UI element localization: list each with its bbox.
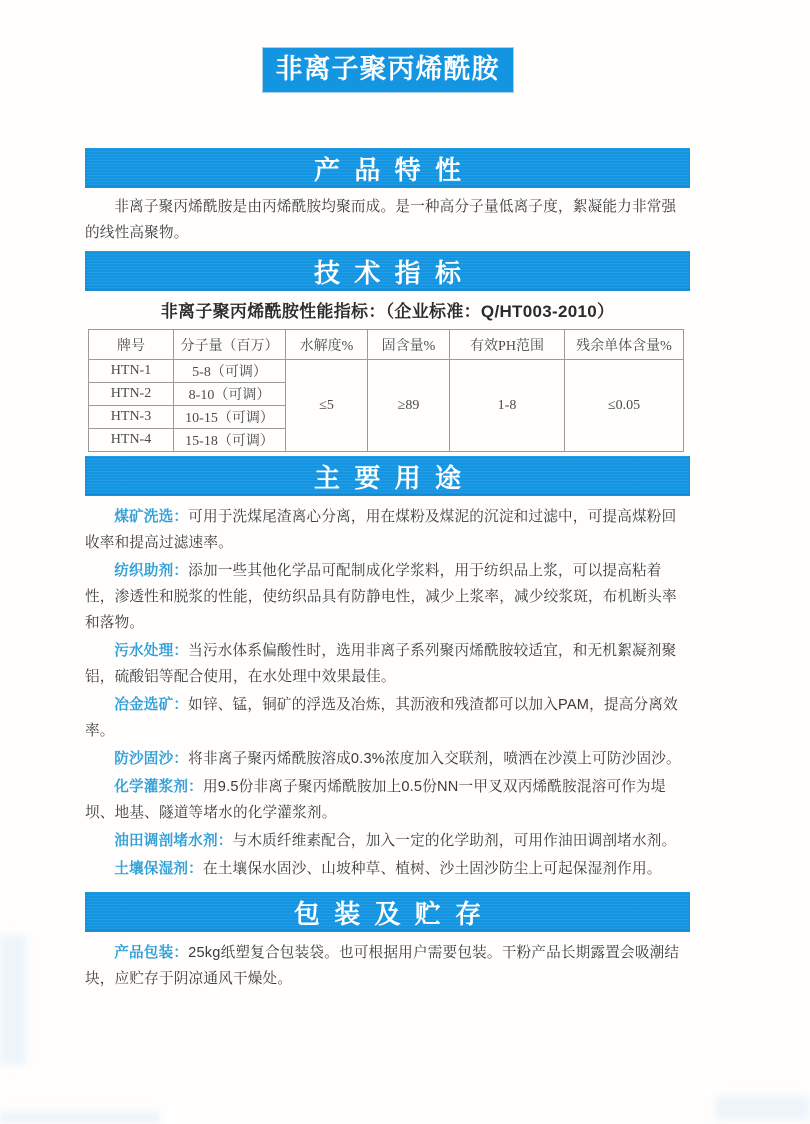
packaging-paragraph bbox=[85, 940, 690, 992]
use-lead: 油田调剖堵水剂： bbox=[114, 833, 233, 849]
molecular-weight-cell: 5-8（可调） bbox=[174, 360, 286, 383]
use-text: 可用于洗煤尾渣离心分离，用在煤粉及煤泥的沉淀和过滤中，可提高煤粉回收率和提高过滤速率。 bbox=[85, 509, 677, 551]
use-lead: 煤矿洗选： bbox=[114, 509, 189, 525]
section-banner-features: 产品特性 bbox=[85, 148, 690, 188]
section-banner-uses: 主要用途 bbox=[85, 456, 690, 496]
packaging-lead: 产品包装： bbox=[114, 945, 189, 961]
grade-cell: HTN-2 bbox=[89, 383, 174, 406]
use-lead: 冶金选矿： bbox=[114, 697, 189, 713]
residual-monomer-shared-cell: ≤0.05 bbox=[565, 360, 684, 452]
section-banner-specs: 技术指标 bbox=[85, 251, 690, 291]
grade-cell: HTN-3 bbox=[89, 406, 174, 429]
scan-edge-artifact bbox=[0, 1112, 160, 1124]
use-paragraph-soil-moisturizer bbox=[85, 856, 690, 882]
use-text: 当污水体系偏酸性时，选用非离子系列聚丙烯酰胺较适宜，和无机絮凝剂聚铝，硫酸铝等配合使用，在水处理中效果最佳。 bbox=[85, 643, 677, 685]
use-lead: 污水处理： bbox=[114, 643, 189, 659]
use-lead: 纺织助剂： bbox=[114, 563, 189, 579]
molecular-weight-cell: 10-15（可调） bbox=[174, 406, 286, 429]
column-header-grade: 牌号 bbox=[89, 330, 174, 360]
use-text: 用9.5份非离子聚丙烯酰胺加上0.5份NN一甲叉双丙烯酰胺混溶可作为堤坝、地基、隧道等堵水的化学灌浆剂。 bbox=[85, 779, 666, 821]
use-paragraph-textile-auxiliary bbox=[85, 558, 690, 636]
molecular-weight-cell: 15-18（可调） bbox=[174, 429, 286, 452]
use-text: 添加一些其他化学品可配制成化学浆料，用于纺织品上浆，可以提高粘着性，渗透性和脱浆的性能，使纺织品具有防静电性，减少上浆率，减少绞浆斑，布机断头率和落物。 bbox=[85, 563, 677, 631]
column-header-ph-range: 有效PH范围 bbox=[450, 330, 565, 360]
table-row bbox=[89, 360, 684, 383]
features-paragraph: 非离子聚丙烯酰胺是由丙烯酰胺均聚而成。是一种高分子量低离子度，絮凝能力非常强的线性高聚物。 bbox=[85, 199, 677, 241]
specs-table-header-row bbox=[89, 330, 684, 360]
packaging-section bbox=[85, 940, 690, 992]
use-paragraph-oilfield-plugging bbox=[85, 828, 690, 854]
use-paragraph-coal-washing bbox=[85, 504, 690, 556]
specs-standard-title: 非离子聚丙烯酰胺性能指标：（企业标准：Q/HT003-2010） bbox=[160, 302, 615, 321]
uses-list bbox=[85, 504, 690, 882]
packaging-text: 25kg纸塑复合包装袋。也可根据用户需要包装。干粉产品长期露置会吸潮结块，应贮存于阴凉通风干燥处。 bbox=[85, 945, 680, 987]
use-paragraph-wastewater bbox=[85, 638, 690, 690]
column-header-molecular-weight: 分子量（百万） bbox=[174, 330, 286, 360]
use-lead: 防沙固沙： bbox=[114, 751, 189, 767]
use-lead: 土壤保湿剂： bbox=[114, 861, 203, 877]
use-text: 将非离子聚丙烯酰胺溶成0.3%浓度加入交联剂，喷洒在沙漠上可防沙固沙。 bbox=[188, 751, 681, 767]
use-paragraph-metallurgy bbox=[85, 692, 690, 744]
grade-cell: HTN-4 bbox=[89, 429, 174, 452]
solid-content-shared-cell: ≥89 bbox=[368, 360, 450, 452]
section-banner-packaging: 包装及贮存 bbox=[85, 892, 690, 932]
column-header-hydrolysis: 水解度% bbox=[286, 330, 368, 360]
column-header-solid-content: 固含量% bbox=[368, 330, 450, 360]
use-lead: 化学灌浆剂： bbox=[114, 779, 203, 795]
hydrolysis-shared-cell: ≤5 bbox=[286, 360, 368, 452]
column-header-residual-monomer: 残余单体含量% bbox=[565, 330, 684, 360]
molecular-weight-cell: 8-10（可调） bbox=[174, 383, 286, 406]
use-text: 如锌、锰，铜矿的浮选及冶炼，其沥液和残渣都可以加入PAM，提高分离效率。 bbox=[85, 697, 678, 739]
grade-cell: HTN-1 bbox=[89, 360, 174, 383]
use-text: 在土壤保水固沙、山坡种草、植树、沙土固沙防尘上可起保湿剂作用。 bbox=[202, 861, 662, 877]
scan-edge-artifact bbox=[715, 1096, 810, 1120]
use-text: 与木质纤维素配合，加入一定的化学助剂，可用作油田调剖堵水剂。 bbox=[232, 833, 677, 849]
ph-range-shared-cell: 1-8 bbox=[450, 360, 565, 452]
use-paragraph-chemical-grouting bbox=[85, 774, 690, 826]
specs-table bbox=[88, 329, 684, 452]
use-paragraph-sand-fixation bbox=[85, 746, 690, 772]
product-title-badge: 非离子聚丙烯酰胺 bbox=[263, 48, 513, 92]
